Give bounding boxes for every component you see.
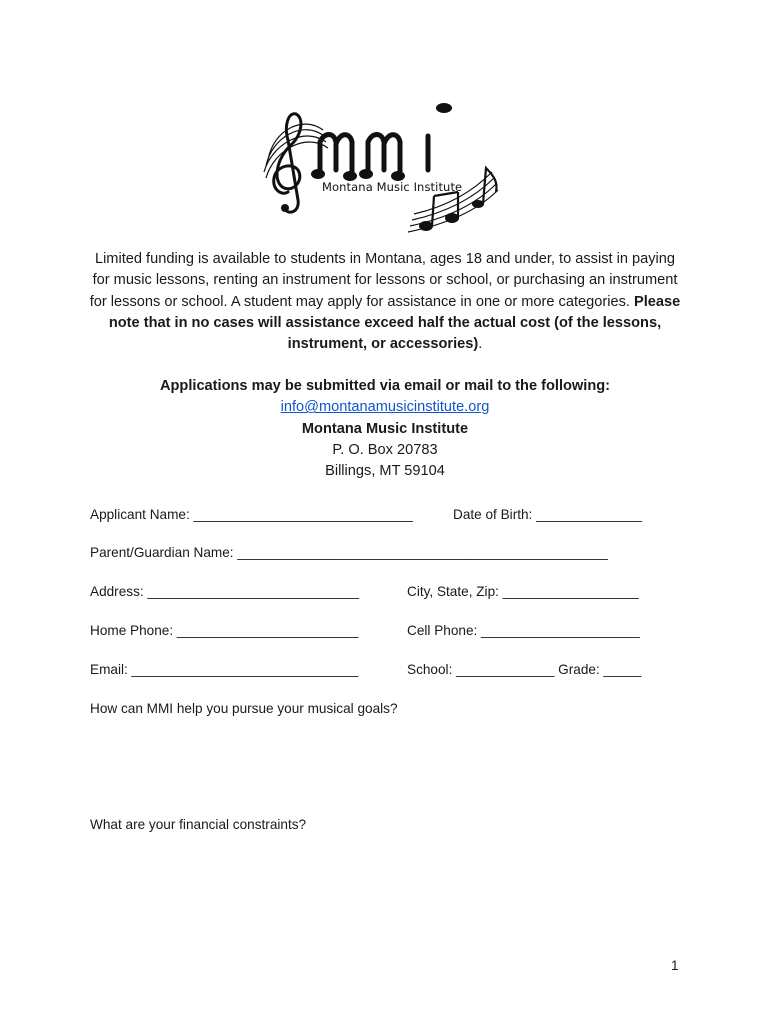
city-line: Billings, MT 59104 — [325, 463, 445, 480]
intro-paragraph — [88, 249, 682, 355]
dob-field[interactable]: Date of Birth: ______________ — [453, 507, 642, 522]
submission-heading: Applications may be submitted via email or mail to the following: — [159, 378, 611, 394]
question-musical-goals: How can MMI help you pursue your musical goals? — [90, 701, 398, 716]
treble-clef-music-notes-icon — [258, 100, 508, 242]
intro-text: Limited funding is available to students in Montana, ages 18 and under, to assist in paying for music lessons, renting an instrument for lessons or school, or purchasing an instrument for lessons or school. A student may apply for assistance in one or more categories. — [89, 251, 678, 310]
question-financial-constraints: What are your financial constraints? — [90, 817, 307, 832]
email-field[interactable]: Email: ______________________________ — [90, 662, 359, 677]
city-state-zip-field[interactable]: City, State, Zip: __________________ — [407, 584, 639, 599]
po-box: P. O. Box 20783 — [332, 441, 438, 458]
email-link[interactable]: info@montanamusicinstitute.org — [280, 399, 490, 416]
address-field[interactable]: Address: ____________________________ — [90, 584, 360, 599]
org-name: Montana Music Institute — [301, 420, 469, 437]
submission-block — [88, 376, 682, 482]
logo-name: Montana Music Institute — [322, 180, 463, 194]
applicant-name-field[interactable]: Applicant Name: _____________________________ — [90, 507, 413, 522]
cell-phone-field[interactable]: Cell Phone: _____________________ — [407, 623, 640, 638]
guardian-name-field[interactable]: Parent/Guardian Name: _________________________________________________ — [90, 545, 608, 560]
home-phone-field[interactable]: Home Phone: ________________________ — [90, 623, 359, 638]
intro-bold-note: Please note that in no cases will assistance exceed half the actual cost (of the lessons, instrument, or accessories) — [108, 293, 681, 353]
intro-tail: . — [478, 336, 483, 353]
page-number: 1 — [671, 958, 679, 973]
school-grade-field[interactable]: School: _____________ Grade: _____ — [407, 662, 642, 677]
